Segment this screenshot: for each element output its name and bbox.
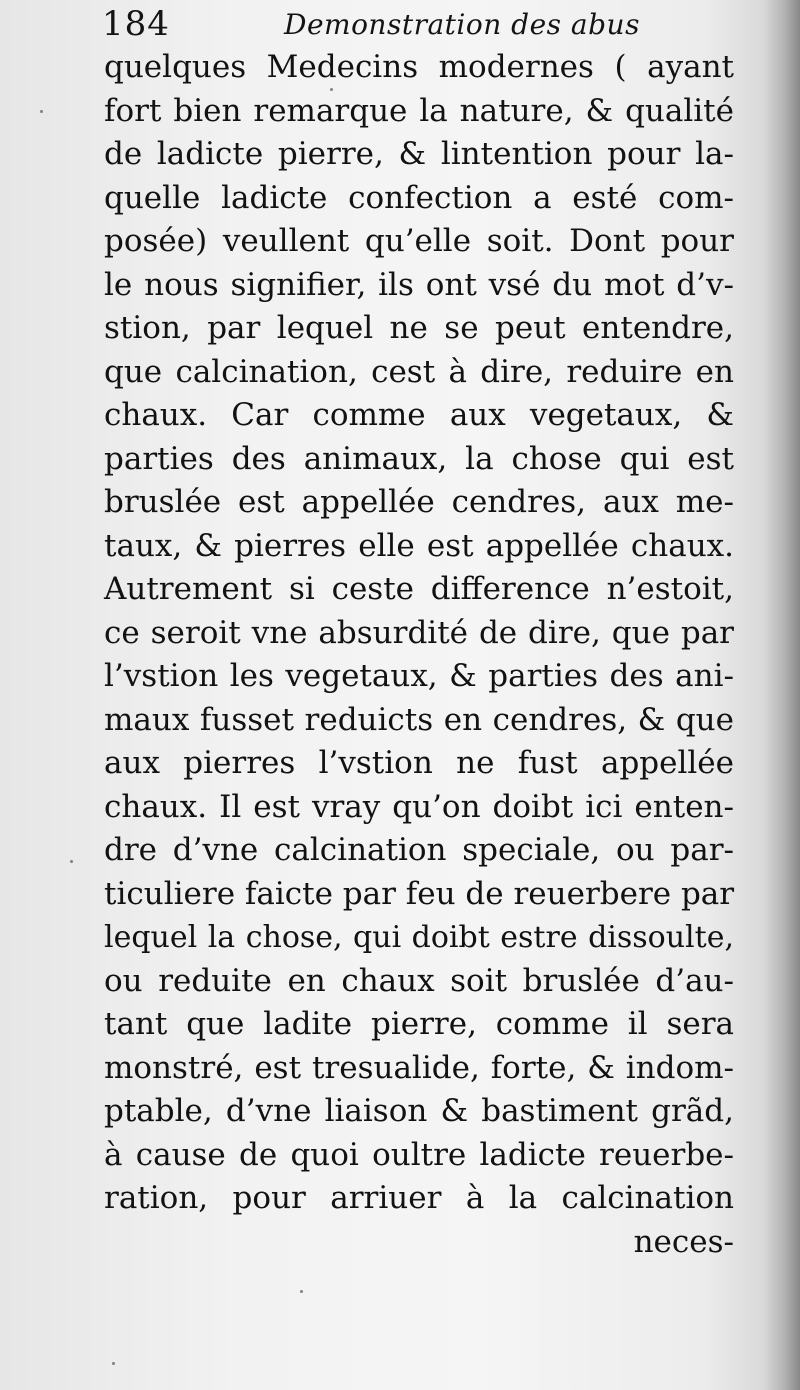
text-line: parties des animaux, la chose qui est (104, 440, 734, 477)
paper-speck (300, 1290, 303, 1293)
text-line: posée) veullent qu’elle soit. Dont pour (104, 223, 734, 259)
text-line: dre d’vne calcination speciale, ou par- (104, 832, 734, 868)
text-line: chaux. Car comme aux vegetaux, & (104, 397, 734, 433)
text-line: stion, par lequel ne se peut entendre, (104, 310, 734, 346)
text-line: ticuliere faicte par feu de reuerbere par (104, 875, 735, 912)
paper-speck (40, 110, 43, 113)
text-line: à cause de quoi oultre ladicte reuerbe- (104, 1136, 734, 1173)
text-line: tant que ladite pierre, comme il sera (104, 1006, 734, 1042)
running-title: Demonstration des abus (284, 8, 640, 41)
paper-speck (70, 860, 73, 863)
text-line: quelques Medecins modernes ( ayant (104, 49, 734, 85)
text-line: quelle ladicte confection a esté com- (104, 179, 734, 216)
text-line: maux fusset reduicts en cendres, & que (104, 701, 734, 738)
text-line: lequel la chose, qui doibt estre dissoulte, (104, 920, 734, 955)
text-line: le nous signifier, ils ont vsé du mot d’v- (104, 266, 734, 303)
text-line: ou reduite en chaux soit bruslée d’au- (104, 962, 734, 999)
text-line: de ladicte pierre, & lintention pour la- (104, 136, 734, 172)
text-line: ce seroit vne absurdité de dire, que par (104, 614, 734, 651)
text-line: Autrement si ceste difference n’estoit, (104, 571, 734, 607)
text-line: bruslée est appellée cendres, aux me- (104, 484, 734, 520)
text-line: taux, & pierres elle est appellée chaux. (104, 527, 734, 564)
text-line: que calcination, cest à dire, reduire en (104, 353, 734, 390)
text-line: fort bien remarque la nature, & qualité (104, 92, 734, 129)
text-line: aux pierres l’vstion ne fust appellée (104, 745, 734, 781)
body-text (104, 46, 734, 1264)
text-line: ration, pour arriuer à la calcination (104, 1180, 734, 1216)
catchword: neces- (633, 1223, 734, 1260)
page-header (96, 4, 736, 50)
text-line: ptable, d’vne liaison & bastiment grãd, (104, 1093, 734, 1129)
text-line: monstré, est tresualide, forte, & indom- (104, 1049, 734, 1086)
paper-speck (112, 1362, 115, 1365)
text-line: l’vstion les vegetaux, & parties des ani- (104, 658, 734, 694)
paper-speck (330, 88, 333, 91)
text-line: chaux. Il est vray qu’on doibt ici enten- (104, 788, 734, 825)
page-edge-shadow (762, 0, 800, 1390)
page-number: 184 (102, 4, 170, 44)
